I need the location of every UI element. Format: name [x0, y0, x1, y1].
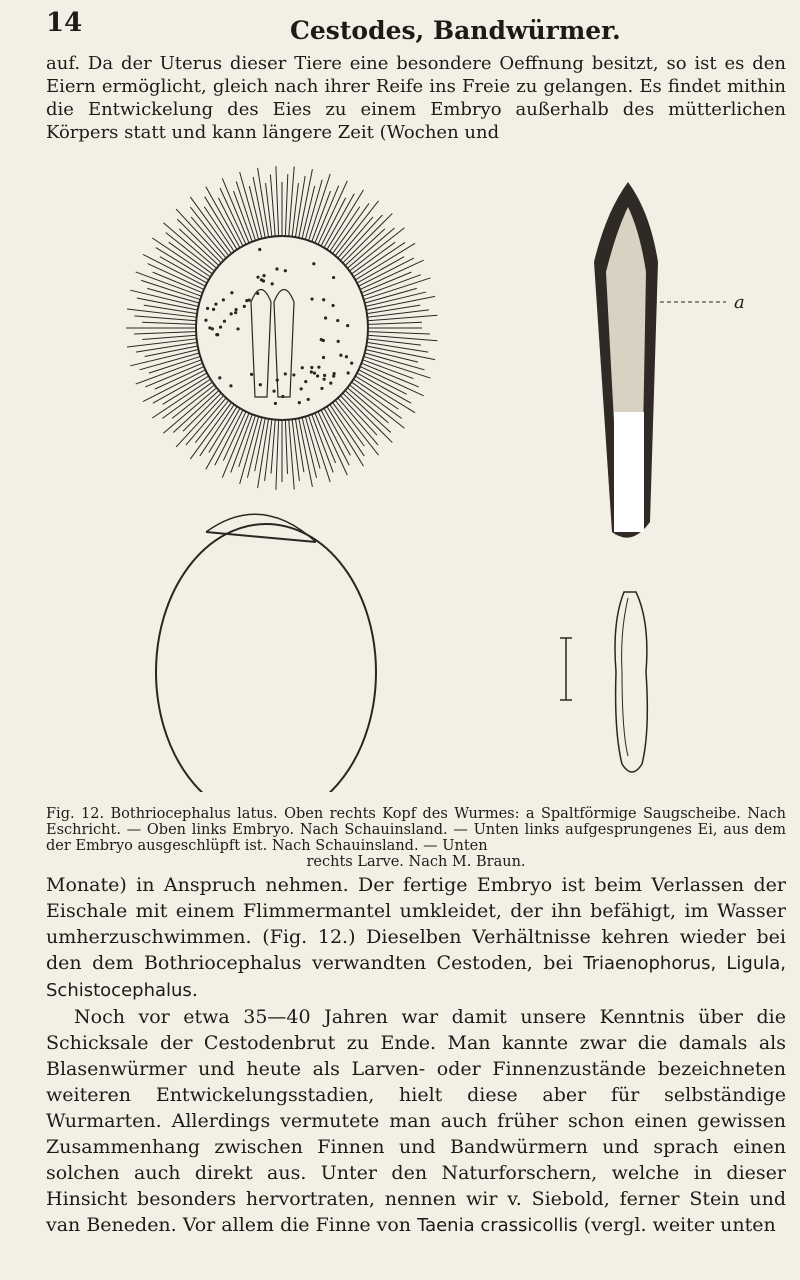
text-span: Noch vor etwa 35—40 Jahren war damit unsere Kenntnis über die Schicksale der Cestodenbrut zu Ende. Man kannte zwar die damals als Blasenwürmer und heute als Larven- oder Finnenzustände bezeichneten weiteren Entwickelungsstadien, hielt diese aber für selbständige Wurmarten. Allerdings vermutete man auch früher schon einen gewissen Zusammenhang zwischen Finnen und Bandwürmern und sprach einen solchen auch direkt aus. Unter den Naturforschern, welche in dieser Hinsicht besonders hervortraten, nennen wir v. Siebold, ferner Stein und van Beneden. Vor allem die Finne von: [46, 1006, 786, 1236]
label-a: a: [734, 292, 745, 313]
figure-12: [46, 152, 786, 792]
paragraph-1: [46, 872, 786, 1004]
text-span: .: [191, 979, 198, 1001]
hatched-egg-illustration: [156, 514, 376, 792]
running-head: Cestodes, Bandwürmer.: [290, 16, 621, 45]
paragraph-2: [46, 1004, 786, 1239]
genus-names: Triaenophorus, Ligula, Schistocephalus: [46, 953, 786, 1001]
text-span: (vergl. weiter unten: [577, 1214, 776, 1236]
figure-illustration: [46, 152, 786, 792]
embryo-illustration: [126, 166, 438, 490]
caption-text: Fig. 12. Bothriocephalus latus. Oben rechts Kopf des Wurmes: a Spaltförmige Saugscheibe. Nach Eschricht. — Oben links Embryo. Nach Schauinsland. — Unten links aufgesprungenes Ei, aus dem der Embryo ausgeschlüpft ist. Nach Schauinsland. — Unten: [46, 806, 786, 854]
intro-paragraph: auf. Da der Uterus dieser Tiere eine besondere Oeffnung besitzt, so ist es den Eiern ermöglicht, gleich nach ihrer Reife ins Freie zu gelangen. Es findet mithin die Entwickelung des Eies zu einem Embryo außerhalb des mütterlichen Körpers statt und kann längere Zeit (Wochen und: [46, 53, 786, 143]
text-span: Monate) in Anspruch nehmen. Der fertige Embryo ist beim Verlassen der Eischale mit einem Flimmermantel umkleidet, der ihn befähigt, im Wasser umherzuschwimmen. (Fig. 12.) Dieselben Verhältnisse kehren wieder bei den dem Bothriocephalus verwandten Cestoden, bei: [46, 874, 786, 974]
worm-head-illustration: [594, 182, 745, 538]
species-name: Taenia crassicollis: [417, 1215, 578, 1236]
main-text: [46, 872, 786, 1239]
figure-caption: [46, 806, 786, 870]
larva-illustration: [560, 592, 647, 772]
caption-text-end: rechts Larve. Nach M. Braun.: [306, 854, 526, 870]
page-number: 14: [46, 8, 83, 38]
